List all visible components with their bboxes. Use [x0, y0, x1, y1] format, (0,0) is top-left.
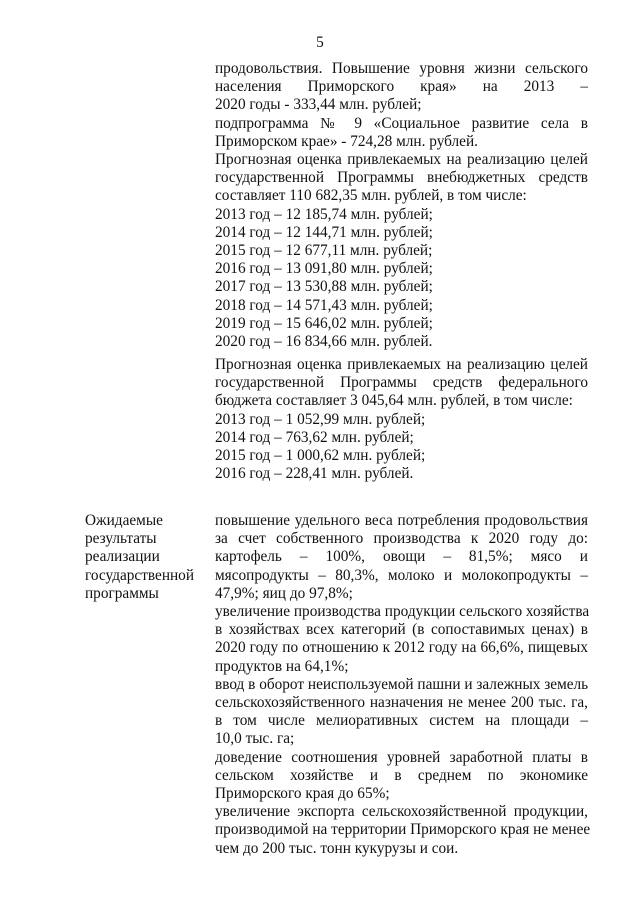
results-line: повышение удельного веса потребления продовольствия	[215, 512, 588, 529]
funding-line: 2015 год – 12 677,11 млн. рублей;	[215, 242, 433, 260]
results-line: увеличение производства продукции сельского хозяйства	[215, 603, 590, 621]
funding-line: 2016 год – 13 091,80 млн. рублей;	[215, 260, 433, 278]
funding-line: подпрограмма № 9 «Социальное развитие села в	[215, 114, 588, 132]
results-line: ввод в оборот неиспользуемой пашни и залежных земель	[215, 675, 589, 693]
results-line: производимой на территории Приморского края не менее	[215, 821, 591, 839]
funding-line: 2020 год – 16 834,66 млн. рублей.	[215, 333, 433, 351]
results-line: сельском хозяйстве и в среднем по экономике	[215, 766, 588, 784]
federal-budget-line: 2016 год – 228,41 млн. рублей.	[215, 465, 414, 483]
results-line: чем до 200 тыс. тонн кукурузы и сои.	[215, 839, 459, 857]
results-line: картофель – 100%, овощи – 81,5%; мясо и	[215, 548, 588, 566]
results-line: 2020 году по отношению к 2012 году на 66,6%, пищевых	[215, 639, 588, 657]
results-line: 10,0 тыс. га;	[215, 730, 295, 748]
results-line: сельскохозяйственного назначения не менее 200 тыс. га,	[215, 694, 588, 712]
funding-text-block	[215, 60, 588, 351]
results-line: Приморского края до 65%;	[215, 785, 390, 803]
funding-line: государственной Программы внебюджетных средств	[215, 169, 588, 187]
funding-line: 2020 годы - 333,44 млн. рублей;	[215, 96, 422, 114]
results-line: мясопродукты – 80,3%, молоко и молокопродукты –	[215, 566, 588, 584]
expected-results-label	[85, 512, 215, 603]
results-label-line: реализации	[85, 548, 160, 566]
funding-line: составляет 110 682,35 млн. рублей, в том числе:	[215, 187, 527, 205]
federal-budget-line: 2013 год – 1 052,99 млн. рублей;	[215, 410, 426, 428]
federal-budget-line: бюджета составляет 3 045,64 млн. рублей, в том числе:	[215, 392, 573, 410]
funding-line: 2019 год – 15 646,02 млн. рублей;	[215, 314, 433, 332]
results-label-line: результаты	[85, 530, 157, 548]
federal-budget-line: государственной Программы средств федерального	[215, 374, 588, 392]
results-label-line: программы	[85, 584, 159, 602]
page-number: 5	[316, 34, 324, 51]
results-line: в том числе мелиоративных систем на площади –	[215, 712, 588, 730]
federal-budget-text-block	[215, 356, 588, 483]
funding-line: 2014 год – 12 144,71 млн. рублей;	[215, 223, 433, 241]
funding-line: 2017 год – 13 530,88 млн. рублей;	[215, 278, 433, 296]
expected-results-text	[215, 512, 591, 858]
results-label-line: государственной	[85, 566, 195, 584]
funding-line: 2018 год – 14 571,43 млн. рублей;	[215, 296, 433, 314]
results-line: доведение соотношения уровней заработной платы в	[215, 748, 588, 766]
results-line: увеличение экспорта сельскохозяйственной продукции,	[215, 803, 588, 821]
results-line: продуктов на 64,1%;	[215, 657, 349, 675]
federal-budget-line: Прогнозная оценка привлекаемых на реализацию целей	[215, 356, 588, 373]
funding-line: населения Приморского края» на 2013 –	[215, 78, 588, 96]
funding-line: Прогнозная оценка привлекаемых на реализацию целей	[215, 151, 588, 169]
results-line: в хозяйствах всех категорий (в сопоставимых ценах) в	[215, 621, 588, 639]
results-line: 47,9%; яиц до 97,8%;	[215, 584, 353, 602]
funding-line: 2013 год – 12 185,74 млн. рублей;	[215, 205, 433, 223]
federal-budget-line: 2015 год – 1 000,62 млн. рублей;	[215, 447, 426, 465]
results-label-line: Ожидаемые	[85, 512, 163, 529]
federal-budget-line: 2014 год – 763,62 млн. рублей;	[215, 428, 414, 446]
results-line: за счет собственного производства к 2020 году до:	[215, 530, 588, 548]
funding-line: Приморском крае» - 724,28 млн. рублей.	[215, 132, 478, 150]
funding-line: продовольствия. Повышение уровня жизни сельского	[215, 60, 588, 77]
